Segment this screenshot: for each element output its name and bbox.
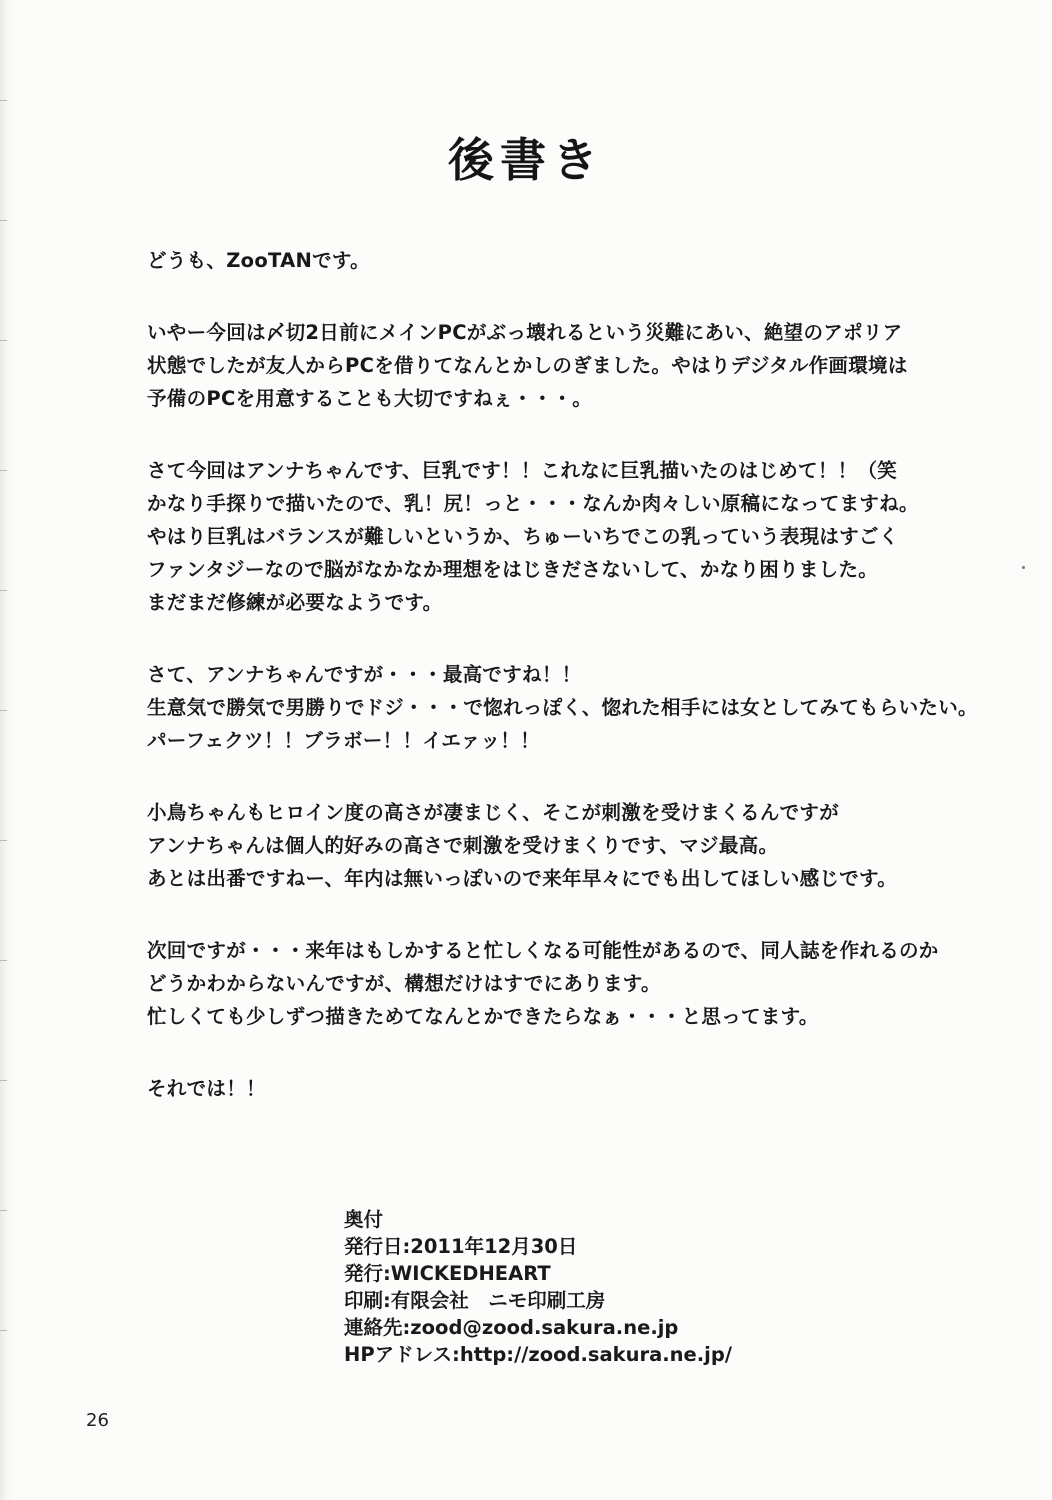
text-line: まだまだ修練が必要なようです。 (147, 591, 443, 614)
paragraph (147, 244, 937, 277)
colophon-heading: 奥付 (344, 1208, 384, 1231)
colophon (344, 1206, 904, 1368)
text-line: 忙しくても少しずつ描きためてなんとかできたらなぁ・・・と思ってます。 (147, 1005, 819, 1028)
text-line: それでは！！ (147, 1077, 266, 1100)
speck (1022, 566, 1025, 569)
text-line: あとは出番ですねー、年内は無いっぽいので来年早々にでも出してほしい感じです。 (147, 867, 898, 890)
paragraph (147, 454, 937, 619)
colophon-homepage: HPアドレス:http://zood.sakura.ne.jp/ (344, 1343, 732, 1366)
edge-tick (0, 1330, 7, 1331)
text-line: 予備のPCを用意することも大切ですねぇ・・・。 (147, 387, 593, 410)
colophon-contact: 連絡先:zood@zood.sakura.ne.jp (344, 1316, 679, 1339)
text-line: さて今回はアンナちゃんです、巨乳です！！これなに巨乳描いたのはじめて！！（笑 (147, 459, 898, 482)
text-line: かなり手探りで描いたので、乳！尻！っと・・・なんか肉々しい原稿になってますね。 (147, 492, 919, 515)
afterword-body (147, 244, 978, 1144)
edge-tick (0, 100, 7, 101)
edge-tick (0, 220, 7, 221)
text-line: どうかわからないんですが、構想だけはすでにあります。 (147, 972, 661, 995)
page-number: 26 (86, 1410, 109, 1431)
colophon-printer: 印刷:有限会社 ニモ印刷工房 (344, 1289, 606, 1312)
paragraph (147, 796, 937, 895)
edge-tick (0, 1210, 7, 1211)
text-line: 小鳥ちゃんもヒロイン度の高さが凄まじく、そこが刺激を受けまくるんですが (147, 801, 840, 824)
text-line: どうも、ZooTANです。 (147, 249, 370, 272)
edge-tick (0, 340, 7, 341)
edge-tick (0, 960, 7, 961)
paragraph (147, 1072, 937, 1105)
text-line: パーフェクツ！！ブラボー！！イエァッ！！ (147, 729, 540, 752)
text-line: 状態でしたが友人からPCを借りてなんとかしのぎました。やはりデジタル作画環境は (147, 354, 908, 377)
text-line: やはり巨乳はバランスが難しいというか、ちゅーいちでこの乳っていう表現はすごく (147, 525, 899, 548)
text-line: アンナちゃんは個人的好みの高さで刺激を受けまくりです、マジ最高。 (147, 834, 779, 857)
edge-tick (0, 590, 7, 591)
paragraph (147, 934, 937, 1033)
text-line: 生意気で勝気で男勝りでドジ・・・で惚れっぽく、惚れた相手には女としてみてもらいたい。 (147, 696, 978, 719)
text-line: 次回ですが・・・来年はもしかすると忙しくなる可能性があるので、同人誌を作れるのか (147, 939, 939, 962)
text-line: いやー今回は〆切2日前にメインPCがぶっ壊れるという災難にあい、絶望のアポリア (147, 321, 903, 344)
edge-tick (0, 710, 7, 711)
edge-tick (0, 470, 7, 471)
binding-edge (0, 0, 14, 1500)
edge-tick (0, 1080, 7, 1081)
page-title: 後書き (448, 133, 604, 187)
paragraph (147, 316, 937, 415)
colophon-publisher: 発行:WICKEDHEART (344, 1262, 551, 1285)
paragraph (147, 658, 978, 757)
colophon-publish-date: 発行日:2011年12月30日 (344, 1235, 578, 1258)
edge-tick (0, 840, 7, 841)
text-line: さて、アンナちゃんですが・・・最高ですね！！ (147, 663, 582, 686)
text-line: ファンタジーなので脳がなかなか理想をはじきださないして、かなり困りました。 (147, 558, 879, 581)
